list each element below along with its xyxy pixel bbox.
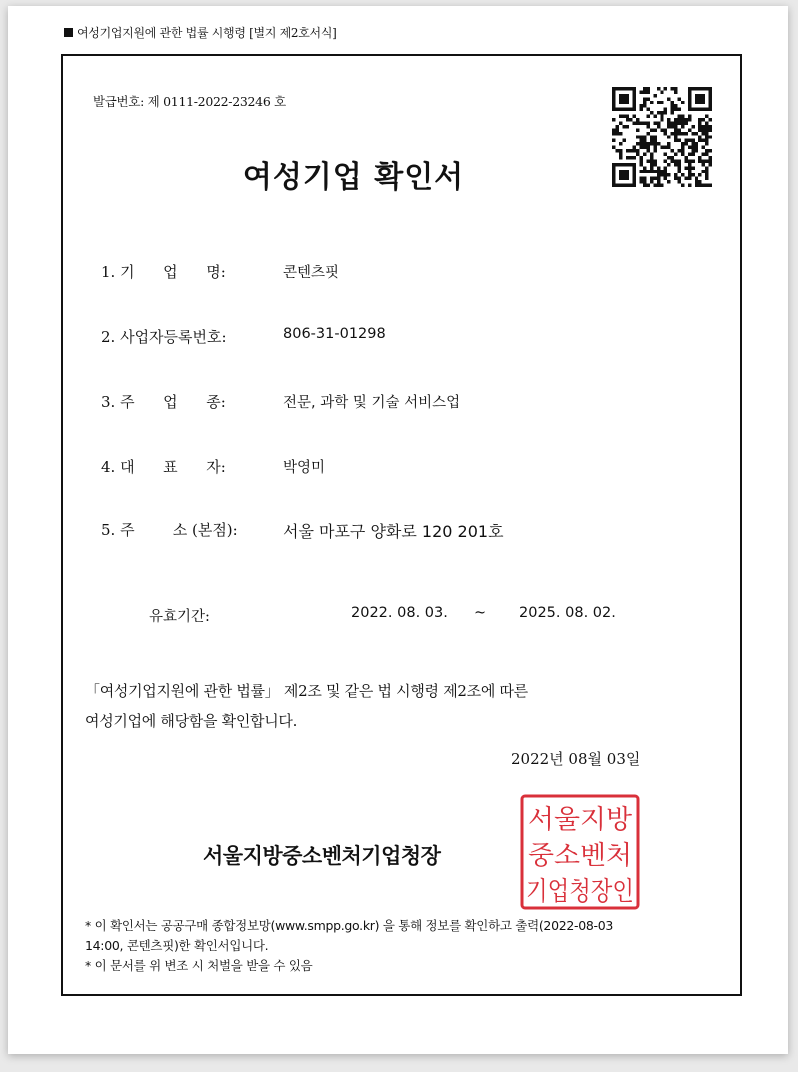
form-reference bbox=[64, 24, 337, 41]
seal-line: 서울지방 bbox=[528, 805, 632, 835]
field-value: 806-31-01298 bbox=[283, 326, 386, 342]
field-label: 5. 주 소 (본점): bbox=[101, 521, 238, 539]
document-title: 여성기업 확인서 bbox=[242, 160, 465, 195]
validity-start: 2022. 08. 03. bbox=[351, 605, 448, 621]
seal-line: 중소벤처 bbox=[528, 841, 632, 871]
field-value: 콘텐츠핏 bbox=[283, 265, 340, 281]
footnote-line: * 이 문서를 위 변조 시 처벌을 받을 수 있음 bbox=[85, 958, 313, 973]
field-label: 2. 사업자등록번호: bbox=[101, 328, 227, 346]
seal-line: 기업청장인 bbox=[526, 877, 634, 907]
certificate-frame bbox=[61, 54, 742, 996]
validity-label: 유효기간: bbox=[149, 609, 210, 625]
issuer-name: 서울지방중소벤처기업청장 bbox=[203, 843, 441, 868]
field-label: 3. 주 업 종: bbox=[101, 393, 226, 411]
form-reference-text: 여성기업지원에 관한 법률 시행령 [별지 제2호서식] bbox=[77, 26, 337, 40]
statement-line: 「여성기업지원에 관한 법률」 제2조 및 같은 법 시행령 제2조에 따른 bbox=[85, 682, 528, 700]
footnotes bbox=[85, 916, 613, 976]
issued-date: 2022년 08월 03일 bbox=[511, 750, 641, 768]
statement-line: 여성기업에 해당함을 확인합니다. bbox=[85, 712, 298, 730]
field-value: 서울 마포구 양화로 120 201호 bbox=[283, 522, 504, 541]
field-value: 박영미 bbox=[283, 460, 326, 476]
footnote-line: * 이 확인서는 공공구매 종합정보망(www.smpp.go.kr) 을 통해 정보를 확인하고 출력(2022-08-03 bbox=[85, 918, 614, 933]
footnote-line: 14:00, 콘텐츠핏)한 확인서입니다. bbox=[85, 938, 269, 953]
validity-separator: ~ bbox=[474, 605, 487, 621]
field-label: 4. 대 표 자: bbox=[101, 458, 226, 476]
field-value: 전문, 과학 및 기술 서비스업 bbox=[283, 395, 461, 411]
document-page bbox=[8, 6, 788, 1054]
field-label: 1. 기 업 명: bbox=[101, 263, 226, 281]
issue-number: 발급번호: 제 0111-2022-23246 호 bbox=[93, 94, 286, 109]
confirmation-statement bbox=[85, 676, 528, 736]
official-seal-stamp bbox=[518, 792, 642, 912]
validity-end: 2025. 08. 02. bbox=[519, 605, 616, 621]
square-bullet-icon bbox=[64, 28, 73, 37]
